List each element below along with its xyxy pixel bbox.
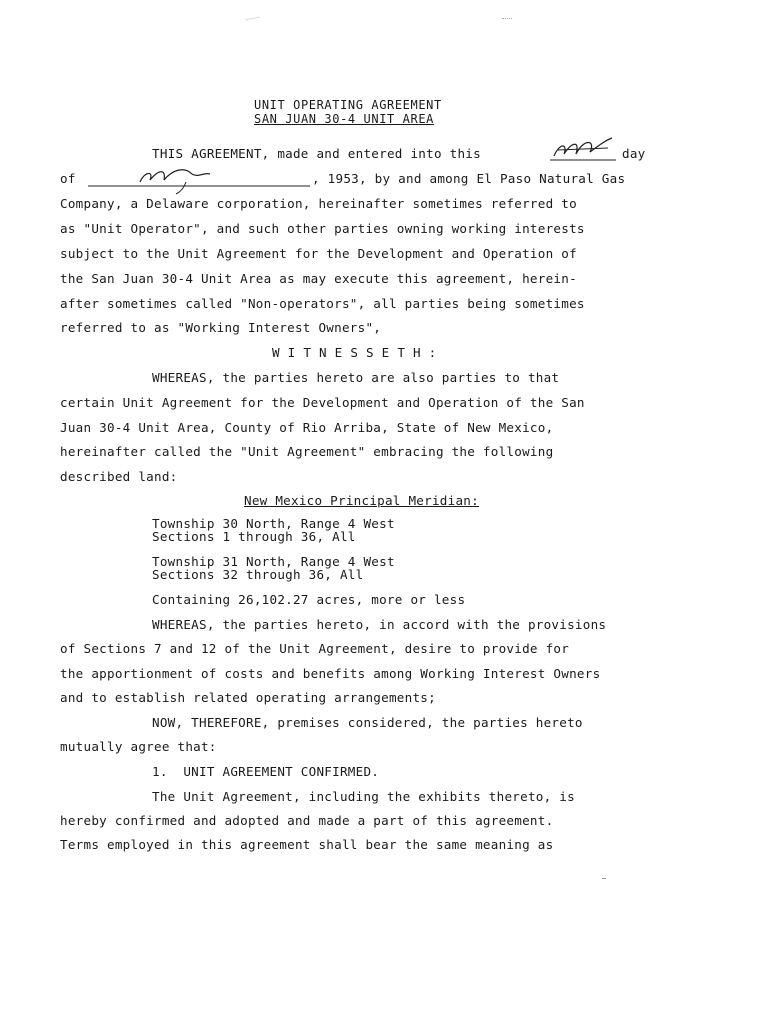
whereas2-line-3: the apportionment of costs and benefits among Working Interest Owners [60, 666, 601, 681]
preamble-line-7: after sometimes called "Non-operators", all parties being sometimes [60, 296, 585, 311]
meridian-heading: New Mexico Principal Meridian: [244, 493, 479, 508]
whereas2-line-1: WHEREAS, the parties hereto, in accord with the provisions [152, 617, 607, 632]
preamble-line-4: as "Unit Operator", and such other parties owning working interests [60, 221, 585, 236]
section-1-heading: 1. UNIT AGREEMENT CONFIRMED. [152, 764, 380, 779]
preamble-line-1: THIS AGREEMENT, made and entered into this [152, 146, 481, 161]
township-1: Township 30 North, Range 4 West [152, 516, 395, 531]
preamble-day-word: day [622, 146, 646, 161]
handwritten-month-signature [88, 160, 312, 196]
preamble-line-3: Company, a Delaware corporation, hereinafter sometimes referred to [60, 196, 577, 211]
whereas1-line-4: hereinafter called the "Unit Agreement" embracing the following [60, 444, 554, 459]
scan-mark-right [502, 18, 512, 22]
whereas2-line-2: of Sections 7 and 12 of the Unit Agreement, desire to provide for [60, 641, 570, 656]
containing-acreage: Containing 26,102.27 acres, more or less [152, 592, 466, 607]
whereas1-line-2: certain Unit Agreement for the Development and Operation of the San [60, 395, 585, 410]
now-therefore-line-2: mutually agree that: [60, 739, 217, 754]
section-1-line-3: Terms employed in this agreement shall bear the same meaning as [60, 837, 554, 852]
whereas1-line-1: WHEREAS, the parties hereto are also parties to that [152, 370, 560, 385]
township-2: Township 31 North, Range 4 West [152, 554, 395, 569]
whereas1-line-5: described land: [60, 469, 178, 484]
scan-mark-left [246, 17, 261, 25]
doc-title-line2: SAN JUAN 30-4 UNIT AREA [254, 112, 434, 126]
preamble-of: of [60, 171, 76, 186]
whereas1-line-3: Juan 30-4 Unit Area, County of Rio Arriba, State of New Mexico, [60, 420, 554, 435]
doc-title-line1: UNIT OPERATING AGREEMENT [254, 98, 442, 112]
sections-1: Sections 1 through 36, All [152, 529, 356, 544]
now-therefore-line-1: NOW, THEREFORE, premises considered, the parties hereto [152, 715, 583, 730]
sections-2: Sections 32 through 36, All [152, 567, 364, 582]
section-1-line-2: hereby confirmed and adopted and made a part of this agreement. [60, 813, 554, 828]
handwritten-day-signature [550, 136, 616, 162]
preamble-line-5: subject to the Unit Agreement for the Development and Operation of [60, 246, 577, 261]
preamble-line-2: , 1953, by and among El Paso Natural Gas [312, 171, 626, 186]
preamble-line-8: referred to as "Working Interest Owners", [60, 320, 382, 335]
whereas2-line-4: and to establish related operating arrangements; [60, 690, 436, 705]
section-1-line-1: The Unit Agreement, including the exhibits thereto, is [152, 789, 575, 804]
witnesseth-heading: W I T N E S S E T H : [272, 345, 437, 360]
scan-speck [602, 878, 606, 879]
preamble-line-6: the San Juan 30-4 Unit Area as may execute this agreement, herein- [60, 271, 577, 286]
